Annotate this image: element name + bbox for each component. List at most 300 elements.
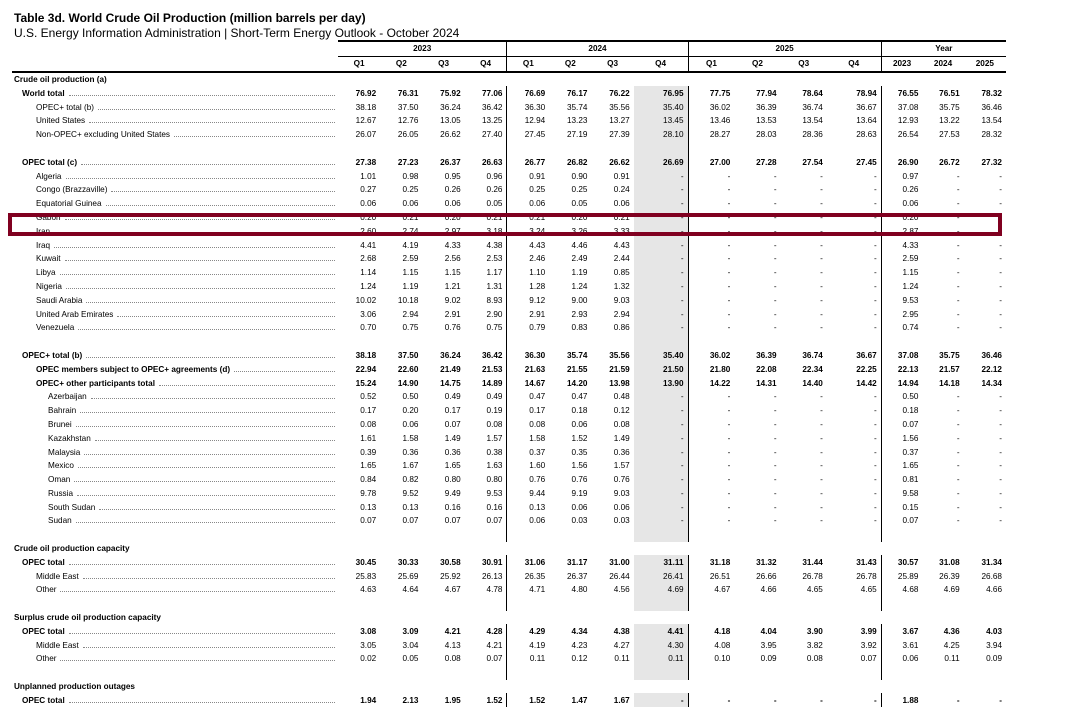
- leader-dots: [60, 274, 335, 275]
- row-label-text: Kuwait: [36, 254, 61, 264]
- value-cell: 3.95: [760, 640, 777, 650]
- value-cell: 25.83: [355, 571, 377, 581]
- value-cell: 0.03: [613, 516, 630, 526]
- leader-dots: [80, 412, 335, 413]
- value-cell: 31.17: [566, 557, 588, 567]
- value-cell: 4.80: [571, 585, 588, 595]
- table-row: [12, 183, 1006, 197]
- value-cell: 4.29: [507, 624, 549, 638]
- value-cell: 28.03: [756, 130, 777, 140]
- value-cell: -: [773, 488, 777, 498]
- value-cell: 27.54: [802, 157, 823, 167]
- value-cell: -: [773, 406, 777, 416]
- row-label: [12, 169, 338, 183]
- value-cell: 0.08: [486, 419, 503, 429]
- row-label: [12, 693, 338, 707]
- leader-dots: [65, 219, 335, 220]
- value-cell: -: [873, 226, 877, 236]
- value-cell: [591, 597, 633, 611]
- row-label: [12, 542, 1006, 556]
- value-cell: 3.61: [881, 638, 922, 652]
- value-cell: 31.11: [634, 555, 688, 569]
- value-cell: 9.03: [613, 488, 630, 498]
- value-cell: 4.43: [613, 240, 630, 250]
- value-cell: 76.22: [609, 88, 630, 98]
- value-cell: -: [688, 418, 734, 432]
- value-cell: 13.90: [634, 376, 688, 390]
- value-cell: 4.18: [688, 624, 734, 638]
- value-cell: 13.05: [440, 116, 461, 126]
- row-label: [12, 652, 338, 666]
- value-cell: 31.08: [939, 557, 960, 567]
- value-cell: 36.74: [802, 350, 823, 360]
- value-cell: 3.06: [360, 309, 377, 319]
- value-cell: 4.67: [444, 585, 461, 595]
- value-cell: [465, 666, 507, 680]
- value-cell: 2.94: [402, 309, 419, 319]
- row-label: [12, 321, 338, 335]
- value-cell: -: [688, 211, 734, 225]
- value-cell: 0.16: [486, 502, 503, 512]
- value-cell: -: [999, 695, 1002, 705]
- table-row: [12, 293, 1006, 307]
- value-cell: 1.17: [486, 268, 503, 278]
- value-cell: 35.40: [634, 100, 688, 114]
- value-cell: -: [820, 212, 823, 222]
- value-cell: 0.11: [634, 652, 688, 666]
- value-cell: 3.99: [860, 626, 877, 636]
- value-cell: 0.06: [507, 514, 549, 528]
- row-label-text: Iraq: [36, 240, 51, 250]
- value-cell: 0.49: [444, 392, 461, 402]
- value-cell: 2.59: [402, 254, 419, 264]
- value-cell: 0.50: [402, 392, 419, 402]
- value-cell: 1.58: [402, 433, 419, 443]
- value-cell: 22.60: [397, 364, 419, 374]
- value-cell: -: [956, 199, 960, 209]
- value-cell: 0.16: [444, 502, 461, 512]
- value-cell: 30.58: [440, 557, 461, 567]
- value-cell: [634, 666, 688, 680]
- value-cell: -: [773, 268, 777, 278]
- value-cell: 26.13: [481, 571, 503, 581]
- value-cell: 3.94: [986, 640, 1002, 650]
- value-cell: -: [773, 433, 777, 443]
- value-cell: 0.12: [571, 654, 588, 664]
- value-cell: 14.42: [856, 378, 877, 388]
- value-cell: 21.49: [440, 364, 461, 374]
- value-cell: 26.44: [609, 571, 630, 581]
- value-cell: 28.27: [688, 128, 734, 142]
- value-cell: -: [999, 447, 1002, 457]
- column-header: 2024: [922, 56, 963, 71]
- value-cell: 28.10: [634, 128, 688, 142]
- row-label: [12, 142, 338, 156]
- value-cell: 26.07: [355, 130, 377, 140]
- value-cell: [881, 666, 922, 680]
- table-row: [12, 280, 1006, 294]
- table-row: [12, 445, 1006, 459]
- leader-dots: [89, 122, 335, 123]
- row-label-text: Iran: [36, 226, 51, 236]
- value-cell: -: [820, 461, 823, 471]
- value-cell: 31.34: [981, 557, 1002, 567]
- row-label: [12, 624, 338, 638]
- value-cell: 22.13: [881, 362, 922, 376]
- value-cell: 0.06: [571, 502, 588, 512]
- value-cell: 0.21: [613, 212, 630, 222]
- value-cell: 0.05: [486, 199, 503, 209]
- value-cell: -: [688, 445, 734, 459]
- value-cell: 12.93: [881, 114, 922, 128]
- value-cell: 26.66: [756, 571, 777, 581]
- value-cell: 0.11: [944, 654, 960, 664]
- row-label: [12, 362, 338, 376]
- row-label-text: Saudi Arabia: [36, 295, 83, 305]
- value-cell: -: [956, 406, 960, 416]
- value-cell: 26.78: [856, 571, 877, 581]
- value-cell: 4.65: [806, 585, 823, 595]
- row-label-text: Middle East: [36, 571, 79, 581]
- column-header: Q3: [422, 56, 464, 71]
- value-cell: -: [956, 268, 960, 278]
- value-cell: 13.23: [566, 116, 588, 126]
- value-cell: 27.39: [609, 130, 630, 140]
- value-cell: -: [688, 183, 734, 197]
- table-row: [12, 418, 1006, 432]
- value-cell: [507, 528, 549, 542]
- value-cell: 0.81: [881, 473, 922, 487]
- value-cell: 0.36: [402, 447, 419, 457]
- leader-dots: [99, 509, 335, 510]
- value-cell: 26.68: [981, 571, 1002, 581]
- production-table: [12, 40, 1006, 707]
- value-cell: 27.40: [481, 130, 503, 140]
- value-cell: 0.18: [571, 406, 588, 416]
- leader-dots: [66, 288, 335, 289]
- row-label: [12, 487, 338, 501]
- section-header-row: [12, 680, 1006, 694]
- value-cell: -: [820, 488, 823, 498]
- value-cell: 0.50: [881, 390, 922, 404]
- value-cell: [964, 528, 1006, 542]
- row-label: [12, 583, 338, 597]
- row-label-text: Other: [36, 585, 57, 595]
- value-cell: -: [688, 238, 734, 252]
- value-cell: -: [773, 240, 777, 250]
- leader-dots: [69, 702, 335, 703]
- value-cell: 0.82: [402, 475, 419, 485]
- value-cell: [507, 597, 549, 611]
- value-cell: 4.03: [986, 626, 1002, 636]
- value-cell: -: [999, 323, 1002, 333]
- value-cell: -: [956, 502, 960, 512]
- value-cell: 77.06: [481, 88, 503, 98]
- value-cell: [380, 335, 422, 349]
- value-cell: 2.95: [881, 307, 922, 321]
- value-cell: 0.25: [507, 183, 549, 197]
- value-cell: -: [956, 240, 960, 250]
- value-cell: 1.88: [881, 693, 922, 707]
- value-cell: 8.93: [486, 295, 503, 305]
- leader-dots: [95, 440, 335, 441]
- value-cell: [422, 666, 464, 680]
- value-cell: -: [999, 226, 1002, 236]
- row-label: [12, 224, 338, 238]
- table-row: [12, 624, 1006, 638]
- value-cell: -: [999, 268, 1002, 278]
- value-cell: 1.95: [444, 695, 461, 705]
- value-cell: -: [820, 199, 823, 209]
- value-cell: -: [820, 185, 823, 195]
- value-cell: 4.43: [507, 238, 549, 252]
- value-cell: -: [873, 254, 877, 264]
- row-label-text: Congo (Brazzaville): [36, 185, 108, 195]
- value-cell: [338, 528, 380, 542]
- value-cell: 27.00: [688, 155, 734, 169]
- column-header: 2025: [964, 56, 1006, 71]
- leader-dots: [69, 633, 335, 634]
- value-cell: 30.45: [355, 557, 377, 567]
- row-label-text: Russia: [48, 488, 74, 498]
- value-cell: -: [873, 447, 877, 457]
- value-cell: 9.49: [444, 488, 461, 498]
- value-cell: [507, 666, 549, 680]
- value-cell: [688, 335, 734, 349]
- value-cell: 36.42: [481, 102, 503, 112]
- value-cell: 0.20: [360, 212, 377, 222]
- value-cell: [634, 528, 688, 542]
- value-cell: 28.32: [981, 130, 1002, 140]
- value-cell: 0.21: [486, 212, 503, 222]
- value-cell: -: [820, 226, 823, 236]
- value-cell: 3.08: [360, 626, 377, 636]
- table-row: [12, 500, 1006, 514]
- value-cell: -: [773, 502, 777, 512]
- value-cell: 4.66: [986, 585, 1002, 595]
- value-cell: -: [773, 419, 777, 429]
- row-label: [12, 349, 338, 363]
- value-cell: 27.53: [939, 130, 960, 140]
- value-cell: 14.22: [688, 376, 734, 390]
- leader-dots: [69, 95, 335, 96]
- value-cell: -: [999, 475, 1002, 485]
- value-cell: -: [873, 475, 877, 485]
- value-cell: 13.98: [609, 378, 630, 388]
- value-cell: 31.44: [802, 557, 823, 567]
- value-cell: [881, 528, 922, 542]
- value-cell: 76.17: [566, 88, 588, 98]
- spacer-row: [12, 528, 1006, 542]
- value-cell: 35.74: [566, 350, 588, 360]
- value-cell: [881, 335, 922, 349]
- table-subtitle: U.S. Energy Information Administration | Short-Term Energy Outlook - October 2024: [14, 26, 460, 40]
- value-cell: -: [773, 199, 777, 209]
- value-cell: 0.06: [881, 652, 922, 666]
- value-cell: -: [773, 295, 777, 305]
- row-label-text: Sudan: [48, 516, 72, 526]
- value-cell: 9.53: [881, 293, 922, 307]
- value-cell: -: [634, 252, 688, 266]
- value-cell: -: [956, 488, 960, 498]
- value-cell: 14.67: [507, 376, 549, 390]
- leader-dots: [111, 191, 334, 192]
- value-cell: 28.36: [802, 130, 823, 140]
- row-label: [12, 86, 338, 100]
- table-row: [12, 114, 1006, 128]
- value-cell: 0.03: [571, 516, 588, 526]
- value-cell: 4.56: [613, 585, 630, 595]
- value-cell: 4.19: [402, 240, 419, 250]
- value-cell: 0.47: [571, 392, 588, 402]
- value-cell: 0.17: [444, 406, 461, 416]
- leader-dots: [81, 164, 335, 165]
- value-cell: 78.64: [802, 88, 823, 98]
- value-cell: 36.24: [440, 350, 461, 360]
- value-cell: 26.05: [397, 130, 419, 140]
- value-cell: -: [773, 226, 777, 236]
- value-cell: 0.07: [881, 418, 922, 432]
- value-cell: 0.96: [486, 171, 503, 181]
- table-row: [12, 473, 1006, 487]
- row-label-text: Nigeria: [36, 281, 62, 291]
- value-cell: -: [773, 392, 777, 402]
- value-cell: -: [634, 514, 688, 528]
- value-cell: 36.67: [856, 350, 877, 360]
- value-cell: -: [688, 197, 734, 211]
- quarter-header-row: [12, 56, 1006, 71]
- row-label-text: United States: [36, 116, 86, 126]
- row-label: [12, 335, 338, 349]
- row-label-text: Malaysia: [48, 447, 81, 457]
- value-cell: 26.62: [609, 157, 630, 167]
- value-cell: 0.13: [507, 500, 549, 514]
- column-header: Q4: [465, 56, 507, 71]
- value-cell: -: [820, 516, 823, 526]
- column-header: Q3: [781, 56, 827, 71]
- value-cell: [827, 142, 881, 156]
- value-cell: -: [956, 392, 960, 402]
- value-cell: 0.52: [360, 392, 377, 402]
- section-header-row: [12, 611, 1006, 625]
- value-cell: 76.31: [397, 88, 419, 98]
- value-cell: -: [873, 502, 877, 512]
- row-label: [12, 555, 338, 569]
- value-cell: 0.27: [360, 185, 377, 195]
- value-cell: -: [688, 487, 734, 501]
- value-cell: 1.19: [402, 281, 419, 291]
- value-cell: -: [634, 183, 688, 197]
- row-label-text: Gabon: [36, 212, 61, 222]
- value-cell: [634, 142, 688, 156]
- value-cell: 78.94: [856, 88, 877, 98]
- value-cell: -: [956, 433, 960, 443]
- leader-dots: [54, 247, 335, 248]
- table-row: [12, 555, 1006, 569]
- value-cell: [591, 335, 633, 349]
- value-cell: -: [688, 693, 734, 707]
- value-cell: 1.65: [881, 459, 922, 473]
- value-cell: -: [820, 240, 823, 250]
- value-cell: 0.95: [444, 171, 461, 181]
- value-cell: 0.02: [360, 654, 377, 664]
- row-label-text: OPEC total (c): [22, 157, 78, 167]
- value-cell: 2.74: [402, 226, 419, 236]
- value-cell: 0.25: [571, 185, 588, 195]
- value-cell: 27.23: [397, 157, 419, 167]
- row-label-text: World total: [22, 88, 65, 98]
- value-cell: 38.18: [355, 102, 377, 112]
- value-cell: 14.18: [939, 378, 960, 388]
- value-cell: [549, 335, 591, 349]
- value-cell: 2.97: [444, 226, 461, 236]
- value-cell: 26.37: [566, 571, 588, 581]
- value-cell: 1.31: [486, 281, 503, 291]
- value-cell: 9.53: [486, 488, 503, 498]
- value-cell: -: [956, 309, 960, 319]
- row-label-text: OPEC+ total (b): [22, 350, 83, 360]
- value-cell: 9.78: [360, 488, 377, 498]
- value-cell: 4.71: [507, 583, 549, 597]
- table-row: [12, 569, 1006, 583]
- row-label: [12, 404, 338, 418]
- value-cell: -: [634, 266, 688, 280]
- value-cell: 36.30: [507, 349, 549, 363]
- value-cell: 35.56: [609, 102, 630, 112]
- value-cell: 35.75: [939, 350, 960, 360]
- value-cell: 0.26: [444, 185, 461, 195]
- row-label: [12, 666, 338, 680]
- value-cell: 3.33: [613, 226, 630, 236]
- row-label-text: United Arab Emirates: [36, 309, 114, 319]
- leader-dots: [98, 109, 335, 110]
- value-cell: 14.40: [802, 378, 823, 388]
- value-cell: 31.32: [756, 557, 777, 567]
- value-cell: 9.12: [507, 293, 549, 307]
- value-cell: -: [999, 502, 1002, 512]
- value-cell: 26.69: [634, 155, 688, 169]
- value-cell: 1.67: [402, 461, 419, 471]
- value-cell: [634, 335, 688, 349]
- value-cell: [507, 142, 549, 156]
- value-cell: [465, 528, 507, 542]
- value-cell: 4.36: [943, 626, 960, 636]
- value-cell: 3.24: [507, 224, 549, 238]
- value-cell: [422, 597, 464, 611]
- value-cell: [549, 528, 591, 542]
- value-cell: 22.34: [802, 364, 823, 374]
- value-cell: 13.27: [609, 116, 630, 126]
- value-cell: [827, 528, 881, 542]
- value-cell: -: [873, 461, 877, 471]
- value-cell: -: [820, 419, 823, 429]
- value-cell: [380, 528, 422, 542]
- row-label: [12, 280, 338, 294]
- value-cell: 0.08: [360, 419, 377, 429]
- row-label: [12, 72, 1006, 87]
- value-cell: 35.56: [609, 350, 630, 360]
- value-cell: 4.38: [486, 240, 503, 250]
- value-cell: 0.07: [860, 654, 877, 664]
- value-cell: 4.68: [881, 583, 922, 597]
- value-cell: -: [873, 392, 877, 402]
- value-cell: 0.08: [613, 419, 630, 429]
- value-cell: 4.64: [402, 585, 419, 595]
- value-cell: 0.06: [360, 199, 377, 209]
- value-cell: 0.06: [507, 197, 549, 211]
- value-cell: 13.46: [688, 114, 734, 128]
- value-cell: 0.05: [402, 654, 419, 664]
